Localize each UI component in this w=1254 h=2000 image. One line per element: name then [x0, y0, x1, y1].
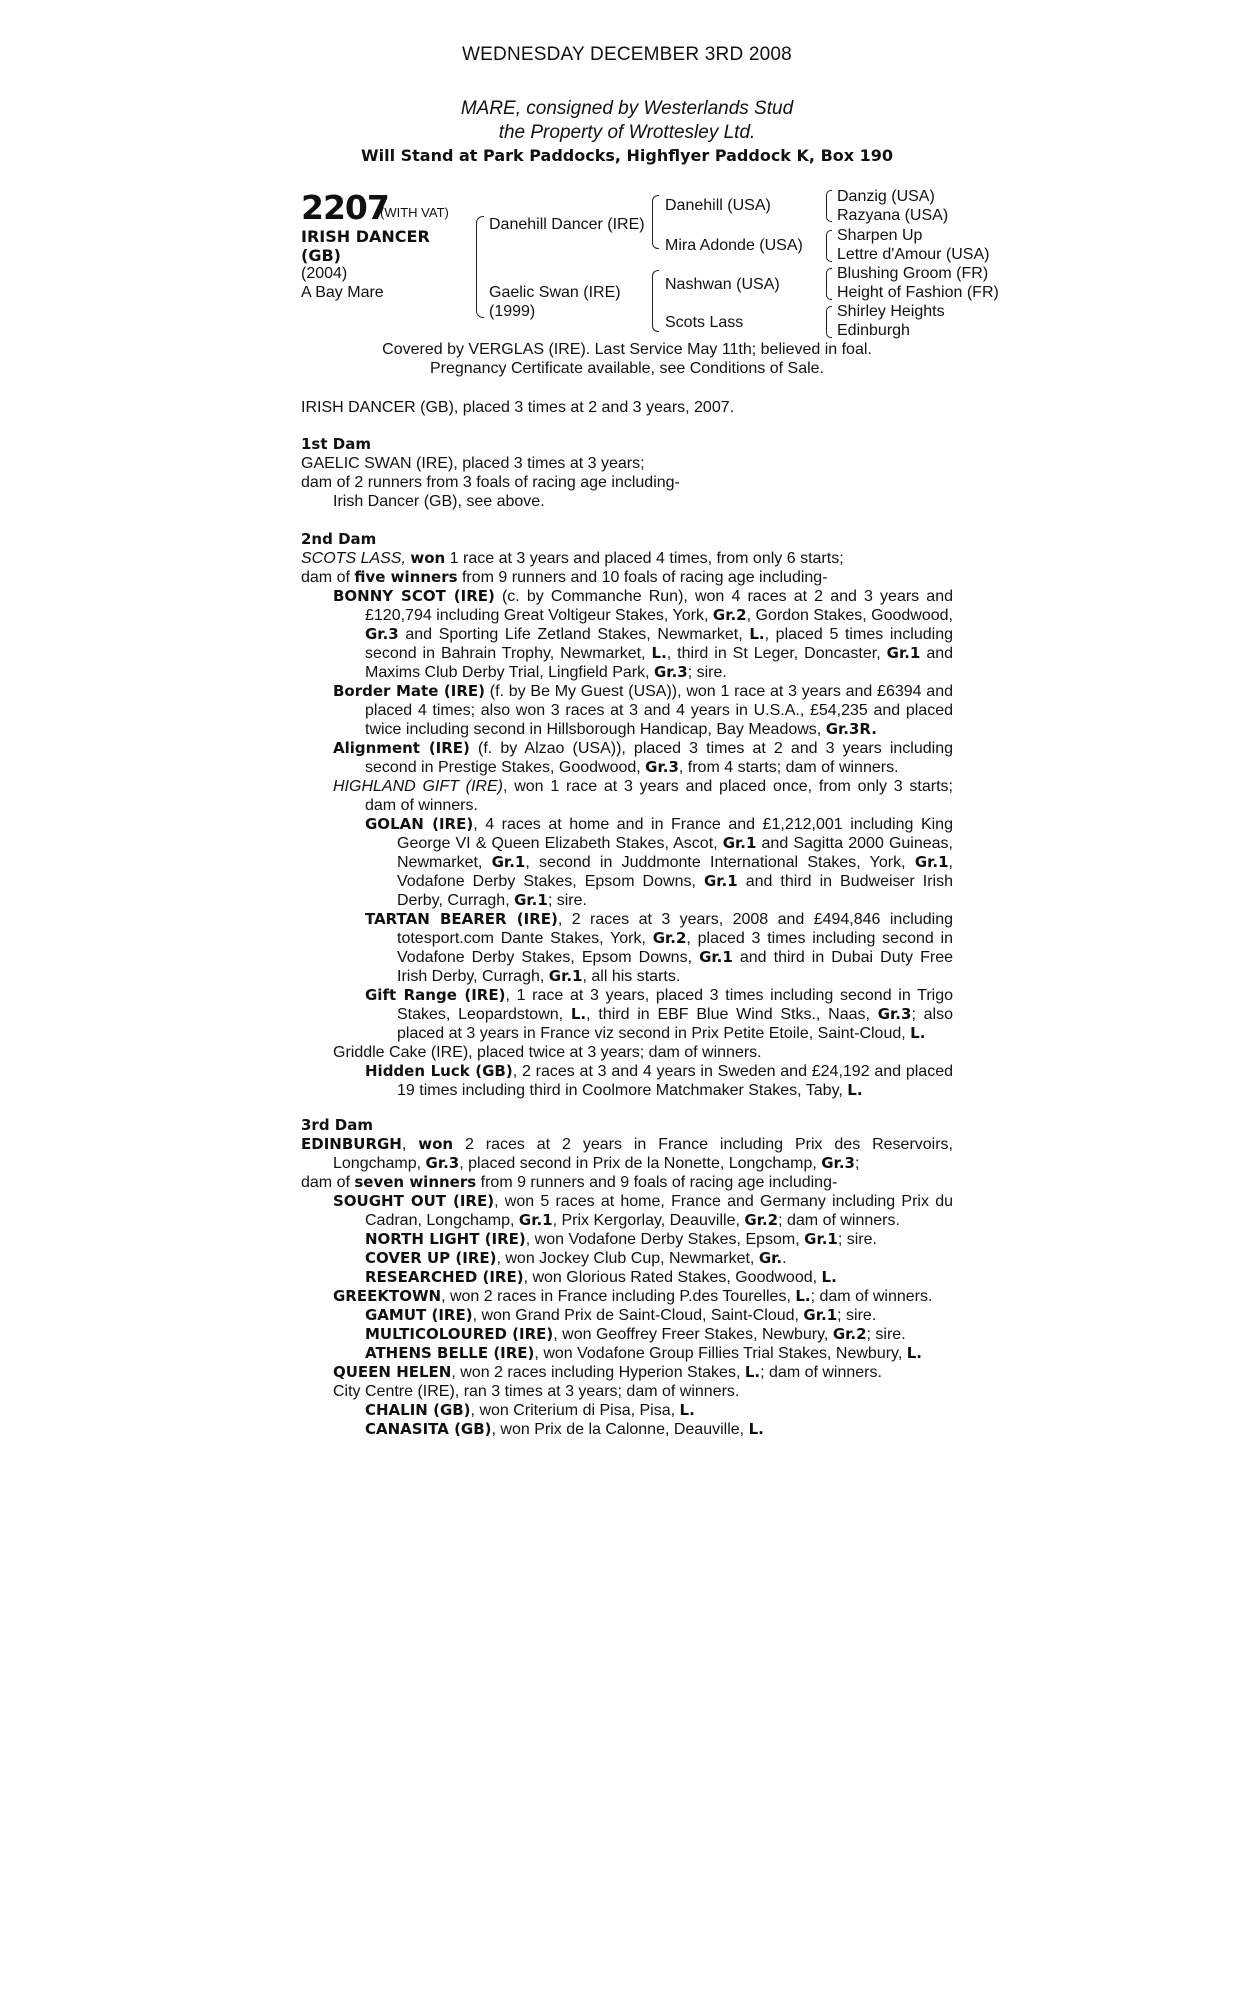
first-dam-line: GAELIC SWAN (IRE), placed 3 times at 3 years;: [301, 455, 645, 472]
pedigree-brace-dam: [652, 270, 659, 332]
grandproduce-entry: GAMUT (IRE), won Grand Prix de Saint-Cloud, Saint-Cloud, Gr.1; sire.: [365, 1306, 877, 1324]
produce-entry: QUEEN HELEN, won 2 races including Hyperion Stakes, L.; dam of winners.: [333, 1363, 882, 1381]
pedigree-g3-2: Razyana (USA): [837, 207, 949, 224]
horse-name-line-1: IRISH DANCER: [301, 227, 430, 246]
first-dam-line: dam of 2 runners from 3 foals of racing age including-: [301, 474, 680, 491]
grandproduce-entry: MULTICOLOURED (IRE), won Geoffrey Freer Stakes, Newbury, Gr.2; sire.: [365, 1325, 906, 1343]
horse-summary: IRISH DANCER (GB), placed 3 times at 2 and 3 years, 2007.: [301, 399, 735, 416]
grandproduce-entry: COVER UP (IRE), won Jockey Club Cup, Newmarket, Gr..: [365, 1249, 787, 1267]
consignor-line-2: the Property of Wrottesley Ltd.: [498, 122, 756, 143]
grandproduce-entry: CHALIN (GB), won Criterium di Pisa, Pisa, L.: [365, 1401, 695, 1419]
pedigree-brace-g3: [826, 268, 832, 300]
produce-entry: HIGHLAND GIFT (IRE), won 1 race at 3 years and placed once, from only 3 starts; dam of winners.: [333, 778, 953, 814]
third-dam-line: EDINBURGH, won 2 races at 2 years in France including Prix des Reservoirs, Longchamp, Gr.3, placed second in Prix de la Nonette, Longchamp, Gr.3;: [301, 1135, 953, 1172]
produce-entry: Border Mate (IRE) (f. by Be My Guest (USA)), won 1 race at 3 years and £6394 and placed 4 times; also won 3 races at 3 and 4 years in U.S.A., £54,235 and placed twice including second in Hillsborough Handicap, Bay Meadows, Gr.3R.: [333, 682, 954, 738]
produce-entry: City Centre (IRE), ran 3 times at 3 years; dam of winners.: [333, 1383, 740, 1400]
pedigree-sire: Danehill Dancer (IRE): [489, 216, 645, 233]
stand-location: Will Stand at Park Paddocks, Highflyer Paddock K, Box 190: [360, 146, 894, 165]
grandproduce-entry: RESEARCHED (IRE), won Glorious Rated Stakes, Goodwood, L.: [365, 1268, 837, 1286]
pregnancy-note: Pregnancy Certificate available, see Conditions of Sale.: [430, 360, 824, 377]
second-dam-section: [301, 530, 953, 1100]
foaling-year: (2004): [301, 265, 348, 282]
second-dam-line: dam of five winners from 9 runners and 10 foals of racing age including-: [301, 568, 828, 586]
pedigree-g3-1: Danzig (USA): [837, 188, 935, 205]
produce-entry: BONNY SCOT (IRE) (c. by Commanche Run), won 4 races at 2 and 3 years and £120,794 including Great Voltigeur Stakes, York, Gr.2, Gordon Stakes, Goodwood, Gr.3 and Sporting Life Zetland Stakes, Newmarket, L., placed 5 times including second in Bahrain Trophy, Newmarket, L., third in St Leger, Doncaster, Gr.1 and Maxims Club Derby Trial, Lingfield Park, Gr.3; sire.: [333, 587, 954, 681]
third-dam-line: dam of seven winners from 9 runners and 9 foals of racing age including-: [301, 1173, 838, 1191]
pedigree-sire-dam: Mira Adonde (USA): [665, 237, 803, 254]
produce-entry: Alignment (IRE) (f. by Alzao (USA)), placed 3 times at 2 and 3 years including second in Prestige Stakes, Goodwood, Gr.3, from 4 starts; dam of winners.: [333, 739, 953, 776]
pedigree-g3-5: Blushing Groom (FR): [837, 265, 989, 282]
pedigree-dam-sire: Nashwan (USA): [665, 276, 780, 293]
pedigree-brace-g2: [826, 230, 832, 262]
sale-date: WEDNESDAY DECEMBER 3RD 2008: [462, 44, 792, 65]
pedigree-dam-year: (1999): [489, 303, 536, 320]
lot-number: 2207: [301, 188, 389, 227]
pedigree-brace-g1: [826, 190, 832, 222]
pedigree-dam-dam: Scots Lass: [665, 314, 744, 331]
third-dam-section: [301, 1116, 953, 1439]
grandproduce-entry: CANASITA (GB), won Prix de la Calonne, Deauville, L.: [365, 1420, 764, 1438]
grandproduce-entry: GOLAN (IRE), 4 races at home and in France and £1,212,001 including King George VI & Queen Elizabeth Stakes, Ascot, Gr.1 and Sagitta 2000 Guineas, Newmarket, Gr.1, second in Juddmonte International Stakes, York, Gr.1, Vodafone Derby Stakes, Epsom Downs, Gr.1 and third in Budweiser Irish Derby, Curragh, Gr.1; sire.: [365, 815, 954, 909]
grandproduce-entry: Hidden Luck (GB), 2 races at 3 and 4 years in Sweden and £24,192 and placed 19 times including third in Coolmore Matchmaker Stakes, Taby, L.: [365, 1062, 954, 1099]
pedigree-g3-6: Height of Fashion (FR): [837, 284, 999, 301]
horse-description: A Bay Mare: [301, 284, 384, 301]
covered-note: Covered by VERGLAS (IRE). Last Service May 11th; believed in foal.: [382, 341, 872, 358]
pedigree-brace-main: [476, 216, 484, 318]
pedigree-sire-sire: Danehill (USA): [665, 197, 771, 214]
consignor-line-1: MARE, consigned by Westerlands Stud: [460, 98, 794, 119]
produce-entry: Griddle Cake (IRE), placed twice at 3 years; dam of winners.: [333, 1044, 762, 1061]
second-dam-heading: 2nd Dam: [301, 530, 377, 548]
pedigree-g3-4: Lettre d'Amour (USA): [837, 246, 990, 263]
pedigree-brace-sire: [652, 195, 659, 249]
produce-entry: GREEKTOWN, won 2 races in France including P.des Tourelles, L.; dam of winners.: [333, 1287, 933, 1305]
horse-name-line-2: (GB): [301, 246, 341, 265]
pedigree-g3-7: Shirley Heights: [837, 303, 945, 320]
second-dam-line: SCOTS LASS, won 1 race at 3 years and placed 4 times, from only 6 starts;: [301, 549, 844, 567]
first-dam-heading: 1st Dam: [301, 435, 371, 453]
grandproduce-entry: TARTAN BEARER (IRE), 2 races at 3 years, 2008 and £494,846 including totesport.com Dante Stakes, York, Gr.2, placed 3 times including second in Vodafone Derby Stakes, Epsom Downs, Gr.1 and third in Dubai Duty Free Irish Derby, Curragh, Gr.1, all his starts.: [365, 910, 954, 985]
first-dam-section: [301, 435, 953, 511]
first-dam-line: Irish Dancer (GB), see above.: [333, 493, 545, 510]
grandproduce-entry: NORTH LIGHT (IRE), won Vodafone Derby Stakes, Epsom, Gr.1; sire.: [365, 1230, 877, 1248]
vat-note: (WITH VAT): [380, 205, 449, 220]
grandproduce-entry: ATHENS BELLE (IRE), won Vodafone Group Fillies Trial Stakes, Newbury, L.: [365, 1344, 923, 1362]
produce-entry: SOUGHT OUT (IRE), won 5 races at home, France and Germany including Prix du Cadran, Longchamp, Gr.1, Prix Kergorlay, Deauville, Gr.2; dam of winners.: [333, 1192, 954, 1229]
pedigree-dam: Gaelic Swan (IRE): [489, 284, 621, 301]
grandproduce-entry: Gift Range (IRE), 1 race at 3 years, placed 3 times including second in Trigo Stakes, Leopardstown, L., third in EBF Blue Wind Stks., Naas, Gr.3; also placed at 3 years in France viz second in Prix Petite Etoile, Saint-Cloud, L.: [365, 986, 954, 1042]
pedigree-brace-g4: [826, 306, 832, 338]
third-dam-heading: 3rd Dam: [301, 1116, 373, 1134]
pedigree-g3-8: Edinburgh: [837, 322, 910, 339]
pedigree-g3-3: Sharpen Up: [837, 227, 923, 244]
